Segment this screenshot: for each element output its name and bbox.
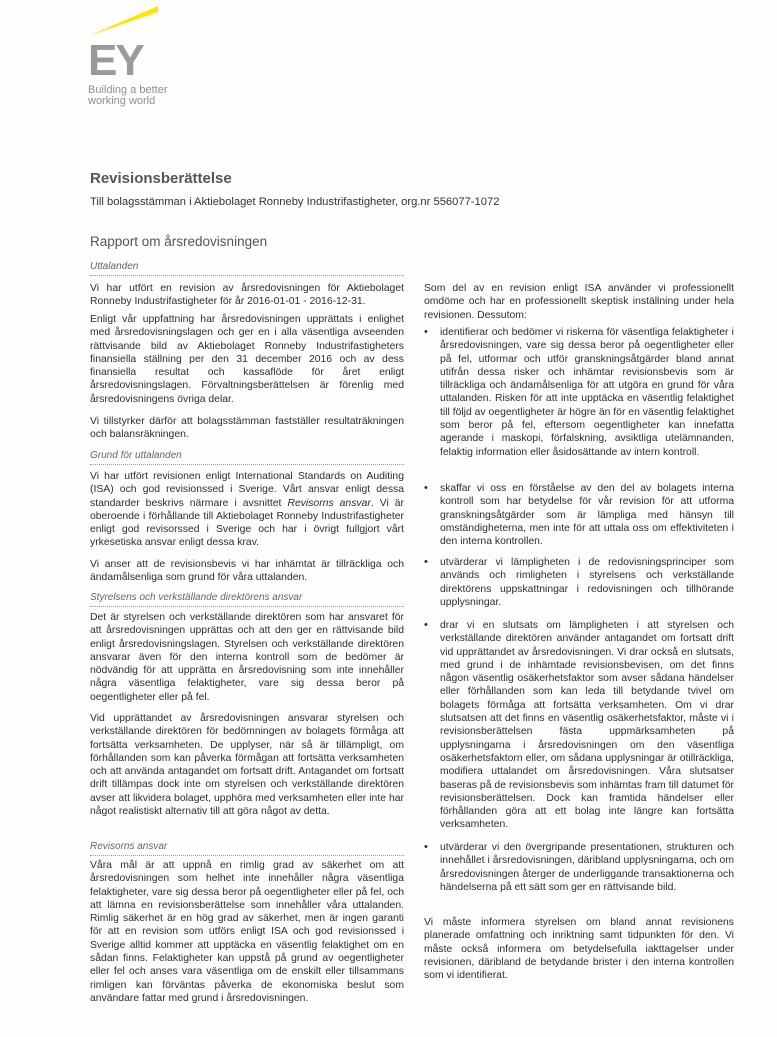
divider xyxy=(90,275,404,276)
list-item-text: skaffar vi oss en förståelse av den del av bolagets interna kontroll som har betydelse för vår revision för att utforma granskningsåtgärder som är lämpliga med hänsyn till omständigheterna, men inte för att uttala oss om effektiviteten i den interna kontrollen. xyxy=(440,483,734,548)
heading-revisorns: Revisorns ansvar xyxy=(90,841,168,852)
bullet-dot: • xyxy=(424,326,428,338)
grund-text-b: . Vi är oberoende i förhållande till Aktiebolaget Ronneby Industrifastigheter enligt god revisorssed i Sverige och har i övrigt fullgjort vårt yrkesetiska ansvar enligt dessa krav. xyxy=(90,497,404,549)
bullet-dot: • xyxy=(424,619,428,631)
paragraph-uttalanden-1: Vi har utfört en revision av årsredovisningen för Aktiebolaget Ronneby Industrifastigheter för år 2016-01-01 - 2016-12-31. xyxy=(90,283,404,308)
ey-beam-icon xyxy=(88,6,160,40)
list-item-text: identifierar och bedömer vi riskerna för väsentliga felaktigheter i årsredovisningen, vare sig dessa beror på oegentligheter eller på fel, utformar och utför granskningsåtgärder bland annat utifrån dessa risker och inhämtar revisionsbevis som är tillräckliga och ändamålsenliga för att utgöra en grund för våra uttalanden. Risken för att inte upptäcka en väsentlig felaktighet till följd av oegentligheter är högre än för en väsentlig felaktighet som beror på fel, eftersom oegentligheter kan innefatta agerande i maskopi, förfalskning, avsiktliga utelämnanden, felaktig information eller åsidosättande av intern kontroll. xyxy=(440,327,735,458)
tagline-line-2: working world xyxy=(88,95,156,107)
list-item xyxy=(424,326,735,459)
paragraph-closing: Vi måste informera styrelsen om bland annat revisionens planerade omfattning och inriktning samt tidpunkten för den. Vi måste också informera om betydelsefulla iakttagelser under revisionen, däribland de betydande brister i den interna kontrollen som vi identifierat. xyxy=(424,917,734,982)
heading-uttalanden: Uttalanden xyxy=(90,261,139,272)
document-title: Revisionsberättelse xyxy=(90,170,232,187)
paragraph-revisorns: Våra mål är att uppnå en rimlig grad av säkerhet om att årsredovisningen som helhet inte innehåller några väsentliga felaktigheter, vare sig dessa beror på oegentligheter eller på fel, och att lämna en revisionsberättelse som innehåller våra uttalanden. Rimlig säkerhet är en hög grad av säkerhet, men är ingen garanti för att en revision som utförs enligt ISA och god revisionssed i Sverige alltid kommer att upptäcka en väsentlig felaktighet om en sådan finns. Felaktigheter kan uppstå på grund av oegentligheter eller fel och anses vara väsentliga om de enskilt eller tillsammans rimligen kan förväntas påverka de ekonomiska beslut som användare fattar med grund i årsredovisningen. xyxy=(90,860,404,1004)
list-item xyxy=(424,841,734,894)
divider xyxy=(90,855,404,856)
paragraph-uttalanden-3: Vi tillstyrker därför att bolagsstämman fastställer resultaträkningen och balansräkningen. xyxy=(90,416,404,441)
list-item-text: drar vi en slutsats om lämpligheten i att styrelsen och verkställande direktören använder antagandet om fortsatt drift vid upprättandet av årsredovisningen. Vi drar också en slutsats, med grund i de inhämtade revisionsbevisen, om det finns någon väsentlig osäkerhetsfaktor som avser sådana händelser eller förhållanden som kan leda till betydande tvivel om bolagets förmåga att fortsätta verksamheten. Om vi drar slutsatsen att det finns en väsentlig osäkerhetsfaktor, måste vi i revisionsberättelsen fästa uppmärksamheten på upplysningarna i årsredovisningen om den väsentliga osäkerhetsfaktorn eller, om sådana upplysningar är otillräckliga, modifiera uttalandet om årsredovisningen. Våra slutsatser baseras på de revisionsbevis som inhämtas fram till datumet för revisionsberättelsen. Dock kan framtida händelser eller förhållanden göra att ett bolag inte längre kan fortsätta verksamheten. xyxy=(440,620,734,831)
paragraph-grund-1 xyxy=(90,470,404,550)
list-item xyxy=(424,619,734,832)
tagline-line-1: Building a better xyxy=(88,84,168,96)
bullet-dot: • xyxy=(424,841,428,853)
bullet-dot: • xyxy=(424,556,428,568)
heading-grund: Grund för uttalanden xyxy=(90,450,182,461)
logo-tagline xyxy=(88,85,168,107)
section-title: Rapport om årsredovisningen xyxy=(90,234,268,249)
document-subtitle: Till bolagsstämman i Aktiebolaget Ronneby Industrifastigheter, org.nr 556077-1072 xyxy=(90,196,500,208)
paragraph-styrelsen-2: Vid upprättandet av årsredovisningen ansvarar styrelsen och verkställande direktören för bedömningen av bolagets förmåga att fortsätta verksamheten. De upplyser, när så är tillämpligt, om förhållanden som kan påverka förmågan att fortsätta verksamheten och att använda antagandet om fortsatt drift. Antagandet om fortsatt drift tillämpas dock inte om styrelsen och verkställande direktören avser att likvidera bolaget, upphöra med verksamheten eller inte har något realistiskt alternativ till att göra något av detta. xyxy=(90,713,404,818)
list-item xyxy=(424,482,734,548)
ey-logo xyxy=(88,6,168,106)
list-item xyxy=(424,556,734,609)
list-item-text: utvärderar vi lämpligheten i de redovisningsprinciper som används och rimligheten i styrelsens och verkställande direktörens uppskattningar i redovisningen och tillhörande upplysningar. xyxy=(440,557,734,608)
list-item-text: utvärderar vi den övergripande presentationen, strukturen och innehållet i årsredovisningen, däribland upplysningarna, och om årsredovisningen återger de underliggande transaktionerna och händelserna på ett sätt som ger en rättvisande bild. xyxy=(440,842,734,893)
grund-text-em: Revisorns ansvar xyxy=(287,497,371,509)
grund-text-a: Vi har utfört revisionen enligt International Standards on Auditing (ISA) och god revisionssed i Sverige. Vårt ansvar enligt dessa standarder beskrivs närmare i avsnittet xyxy=(90,471,404,509)
paragraph-grund-2: Vi anser att de revisionsbevis vi har inhämtat är tillräckliga och ändamålsenliga som grund för våra uttalanden. xyxy=(90,559,404,584)
paragraph-isa-intro: Som del av en revision enligt ISA använder vi professionellt omdöme och har en professionellt skeptisk inställning under hela revisionen. Dessutom: xyxy=(424,283,734,321)
heading-styrelsen: Styrelsens och verkställande direktörens ansvar xyxy=(90,592,303,603)
divider xyxy=(90,606,404,607)
divider xyxy=(90,464,404,465)
logo-mark: EY xyxy=(88,36,143,85)
paragraph-uttalanden-2: Enligt vår uppfattning har årsredovisningen upprättats i enlighet med årsredovisningslagen och ger en i alla väsentliga avseenden rättvisande bild av Aktiebolaget Ronneby Industrifastigheters finansiella ställning per den 31 december 2016 och av dess finansiella resultat och kassaflöde för året enligt årsredovisningslagen. Förvaltningsberättelsen är förenlig med årsredovisningens övriga delar. xyxy=(90,314,404,405)
bullet-dot: • xyxy=(424,482,428,494)
paragraph-styrelsen-1: Det är styrelsen och verkställande direktören som har ansvaret för att årsredovisningen upprättas och att den ger en rättvisande bild enligt årsredovisningslagen. Styrelsen och verkställande direktören ansvarar även för den interna kontroll som de bedömer är nödvändig för att upprätta en årsredovisning som inte innehåller några väsentliga felaktigheter, vare sig dessa beror på oegentligheter eller på fel. xyxy=(90,612,404,703)
